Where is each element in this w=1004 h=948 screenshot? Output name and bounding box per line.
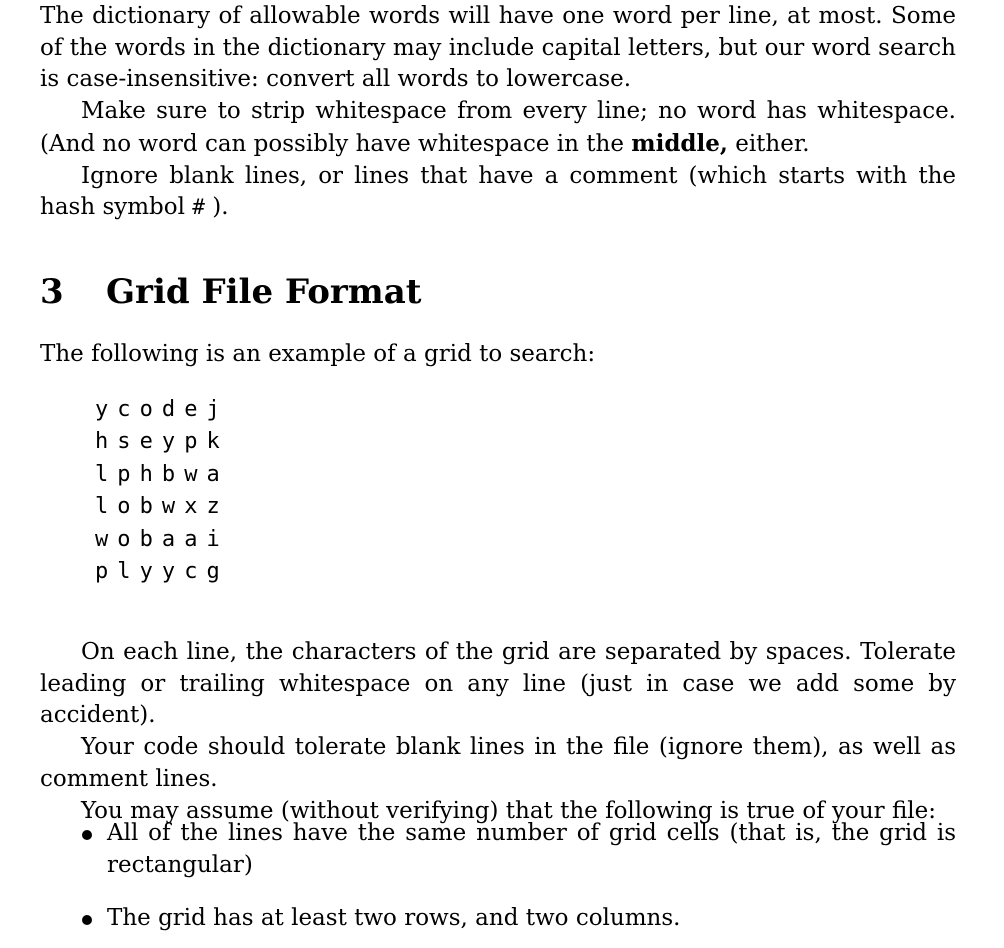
grid-cell: l	[117, 559, 131, 585]
grid-cell: b	[139, 494, 153, 520]
grid-cell: b	[139, 526, 153, 552]
grid-row	[95, 394, 229, 426]
grid-cell: a	[206, 461, 220, 487]
paragraph-ignore-text: Ignore blank lines, or lines that have a comment (which starts with the hash symbol	[40, 162, 956, 221]
grid-cell: b	[161, 461, 176, 487]
paragraph-strip-text: Make sure to strip whitespace from every line; no word has whitespace. (And no word can possibly have whitespace in the	[40, 98, 956, 157]
grid-row	[95, 491, 229, 523]
paragraph-ignore-blank	[40, 161, 956, 224]
paragraph-ignore-tail: ).	[204, 194, 229, 221]
paragraph-strip-tail: either.	[727, 130, 810, 157]
grid-cell: p	[95, 559, 109, 585]
grid-cell: y	[161, 429, 176, 455]
grid-explanation	[40, 637, 956, 827]
grid-cell: a	[184, 526, 198, 552]
document-page	[40, 0, 956, 932]
section-number: 3	[40, 272, 64, 312]
list-item-text: The grid has at least two rows, and two columns.	[107, 905, 681, 932]
grid-row	[95, 426, 229, 458]
grid-cell: z	[206, 494, 220, 520]
grid-cell: p	[117, 461, 131, 487]
bullet-icon	[82, 830, 92, 840]
grid-cell: y	[95, 397, 109, 422]
paragraph-separators: On each line, the characters of the grid are separated by spaces. Tolerate leading or trailing whitespace on any line (just in case we add some by accident).	[40, 639, 956, 729]
grid-cell: h	[95, 429, 109, 455]
hash-symbol-code: #	[192, 195, 205, 220]
paragraph-assumptions: You may assume (without verifying) that the following is true of your file:	[81, 797, 937, 824]
example-grid	[95, 394, 229, 588]
grid-cell: w	[161, 494, 176, 520]
grid-cell: s	[117, 429, 131, 455]
bullet-icon	[82, 915, 92, 925]
grid-cell: c	[184, 559, 198, 585]
grid-cell: l	[95, 461, 109, 487]
grid-cell: w	[184, 461, 198, 487]
grid-cell: l	[95, 494, 109, 520]
grid-cell: j	[206, 397, 220, 422]
grid-cell: g	[206, 559, 220, 585]
grid-cell: h	[139, 461, 153, 487]
grid-cell: y	[139, 559, 153, 585]
paragraph-blank-lines: Your code should tolerate blank lines in the file (ignore them), as well as comment lines.	[40, 734, 956, 792]
list-item	[40, 818, 956, 881]
paragraph-strip-whitespace	[40, 96, 956, 160]
grid-cell: i	[206, 526, 220, 552]
grid-row	[95, 524, 229, 556]
grid-cell: x	[184, 494, 198, 520]
grid-cell: c	[117, 397, 131, 422]
bold-middle: middle,	[631, 129, 728, 157]
assumption-list	[40, 818, 956, 935]
grid-row	[95, 459, 229, 491]
grid-cell: y	[161, 559, 176, 585]
grid-cell: k	[206, 429, 220, 455]
grid-cell: e	[139, 429, 153, 455]
grid-intro: The following is an example of a grid to search:	[40, 341, 596, 367]
paragraph-dictionary: The dictionary of allowable words will have one word per line, at most. Some of the words in the dictionary may include capital letters, but our word search is case-insensitive: convert all words to lowercase.	[40, 3, 956, 93]
grid-cell: w	[95, 526, 109, 552]
grid-cell: o	[117, 494, 131, 520]
section-heading	[40, 272, 422, 312]
grid-cell: a	[161, 526, 176, 552]
list-item	[40, 903, 956, 935]
grid-cell: d	[161, 397, 176, 422]
grid-cell: p	[184, 429, 198, 455]
grid-cell: o	[117, 526, 131, 552]
grid-cell: e	[184, 397, 198, 422]
list-item-text: All of the lines have the same number of grid cells (that is, the grid is rectangular)	[107, 820, 956, 878]
grid-row	[95, 556, 229, 588]
grid-cell: o	[139, 397, 153, 422]
section-title: Grid File Format	[106, 272, 422, 312]
